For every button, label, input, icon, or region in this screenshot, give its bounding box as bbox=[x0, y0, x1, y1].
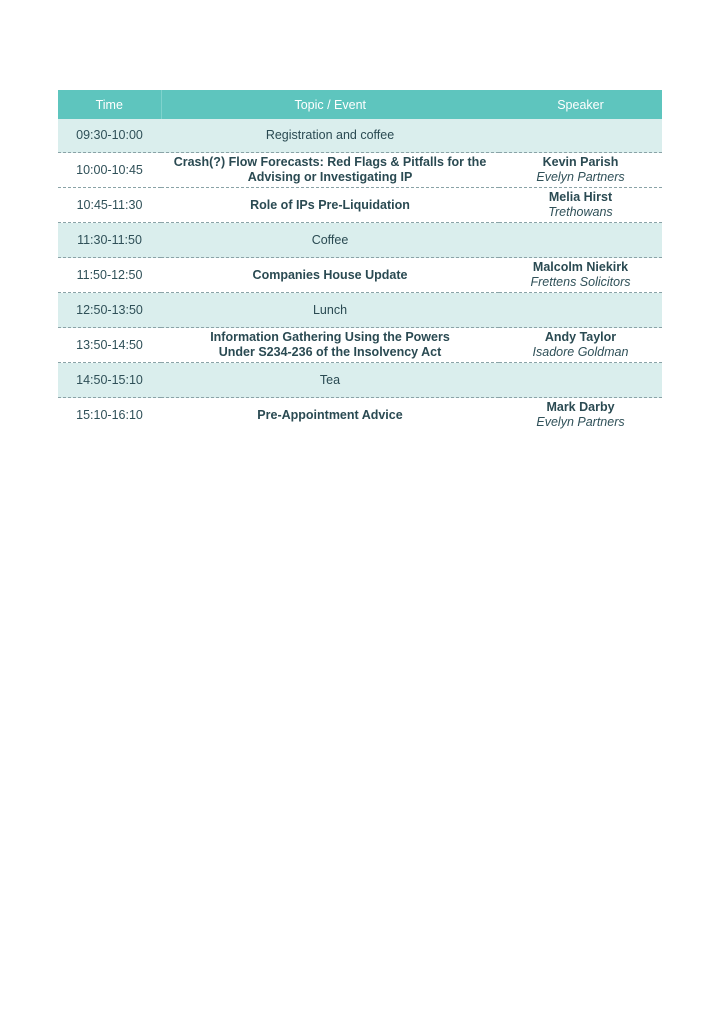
session-time: 15:10-16:10 bbox=[76, 407, 143, 422]
session-time: 14:50-15:10 bbox=[58, 363, 161, 398]
speaker-name: Andy Taylor bbox=[544, 330, 617, 344]
topic-line: Companies House Update bbox=[252, 267, 408, 282]
session-topic bbox=[161, 293, 499, 328]
speaker-organisation: Trethowans bbox=[548, 205, 613, 219]
topic-line: Information Gathering Using the Powers bbox=[210, 330, 450, 344]
session-time: 12:50-13:50 bbox=[58, 293, 161, 328]
session-speaker bbox=[499, 119, 662, 153]
topic-line: Registration and coffee bbox=[265, 128, 395, 142]
session-topic bbox=[161, 363, 499, 398]
session-speaker bbox=[499, 188, 662, 223]
header-row bbox=[58, 90, 662, 119]
session-topic bbox=[161, 328, 499, 363]
session-time: 10:45-11:30 bbox=[58, 188, 161, 223]
table-row bbox=[58, 119, 662, 153]
topic-line: Crash(?) Flow Forecasts: Red Flags & Pitfalls for the bbox=[173, 155, 487, 169]
session-time: 09:30-10:00 bbox=[58, 119, 161, 153]
header-time: Time bbox=[58, 90, 161, 119]
topic-line: Coffee bbox=[311, 232, 349, 247]
table-row bbox=[58, 363, 662, 398]
session-speaker bbox=[499, 363, 662, 398]
topic-line: Lunch bbox=[312, 302, 348, 317]
topic-line: Role of IPs Pre-Liquidation bbox=[250, 197, 410, 212]
topic-line: Tea bbox=[319, 372, 341, 387]
session-time: 11:50-12:50 bbox=[58, 258, 161, 293]
session-speaker bbox=[499, 293, 662, 328]
session-speaker bbox=[499, 328, 662, 363]
table-row bbox=[58, 258, 662, 293]
session-time: 10:00-10:45 bbox=[58, 153, 161, 188]
session-topic bbox=[161, 119, 499, 153]
table-row bbox=[58, 188, 662, 223]
agenda-header bbox=[58, 90, 662, 119]
speaker-name: Malcolm Niekirk bbox=[532, 260, 629, 274]
session-topic bbox=[161, 188, 499, 223]
speaker-organisation: Isadore Goldman bbox=[532, 345, 629, 359]
session-time: 13:50-14:50 bbox=[58, 328, 161, 363]
session-speaker bbox=[499, 398, 662, 433]
session-speaker bbox=[499, 223, 662, 258]
topic-line: Pre-Appointment Advice bbox=[257, 407, 403, 422]
session-time: 11:30-11:50 bbox=[58, 223, 161, 258]
session-topic bbox=[161, 223, 499, 258]
session-speaker bbox=[499, 153, 662, 188]
session-speaker bbox=[499, 258, 662, 293]
speaker-organisation: Evelyn Partners bbox=[536, 170, 625, 184]
session-topic bbox=[161, 153, 499, 188]
table-row bbox=[58, 293, 662, 328]
session-topic bbox=[161, 258, 499, 293]
speaker-organisation: Frettens Solicitors bbox=[530, 275, 631, 289]
speaker-name: Kevin Parish bbox=[542, 155, 619, 169]
speaker-name: Mark Darby bbox=[546, 400, 615, 414]
table-row bbox=[58, 398, 662, 433]
session-topic bbox=[161, 398, 499, 433]
header-speaker: Speaker bbox=[499, 90, 662, 119]
speaker-name: Melia Hirst bbox=[548, 190, 613, 204]
topic-line: Under S234-236 of the Insolvency Act bbox=[218, 345, 442, 359]
agenda-body bbox=[58, 119, 662, 432]
table-row bbox=[58, 328, 662, 363]
agenda-table bbox=[58, 90, 662, 432]
topic-line: Advising or Investigating IP bbox=[247, 170, 413, 184]
table-row bbox=[58, 153, 662, 188]
table-row bbox=[58, 223, 662, 258]
speaker-organisation: Evelyn Partners bbox=[536, 415, 625, 429]
header-topic: Topic / Event bbox=[161, 90, 499, 119]
